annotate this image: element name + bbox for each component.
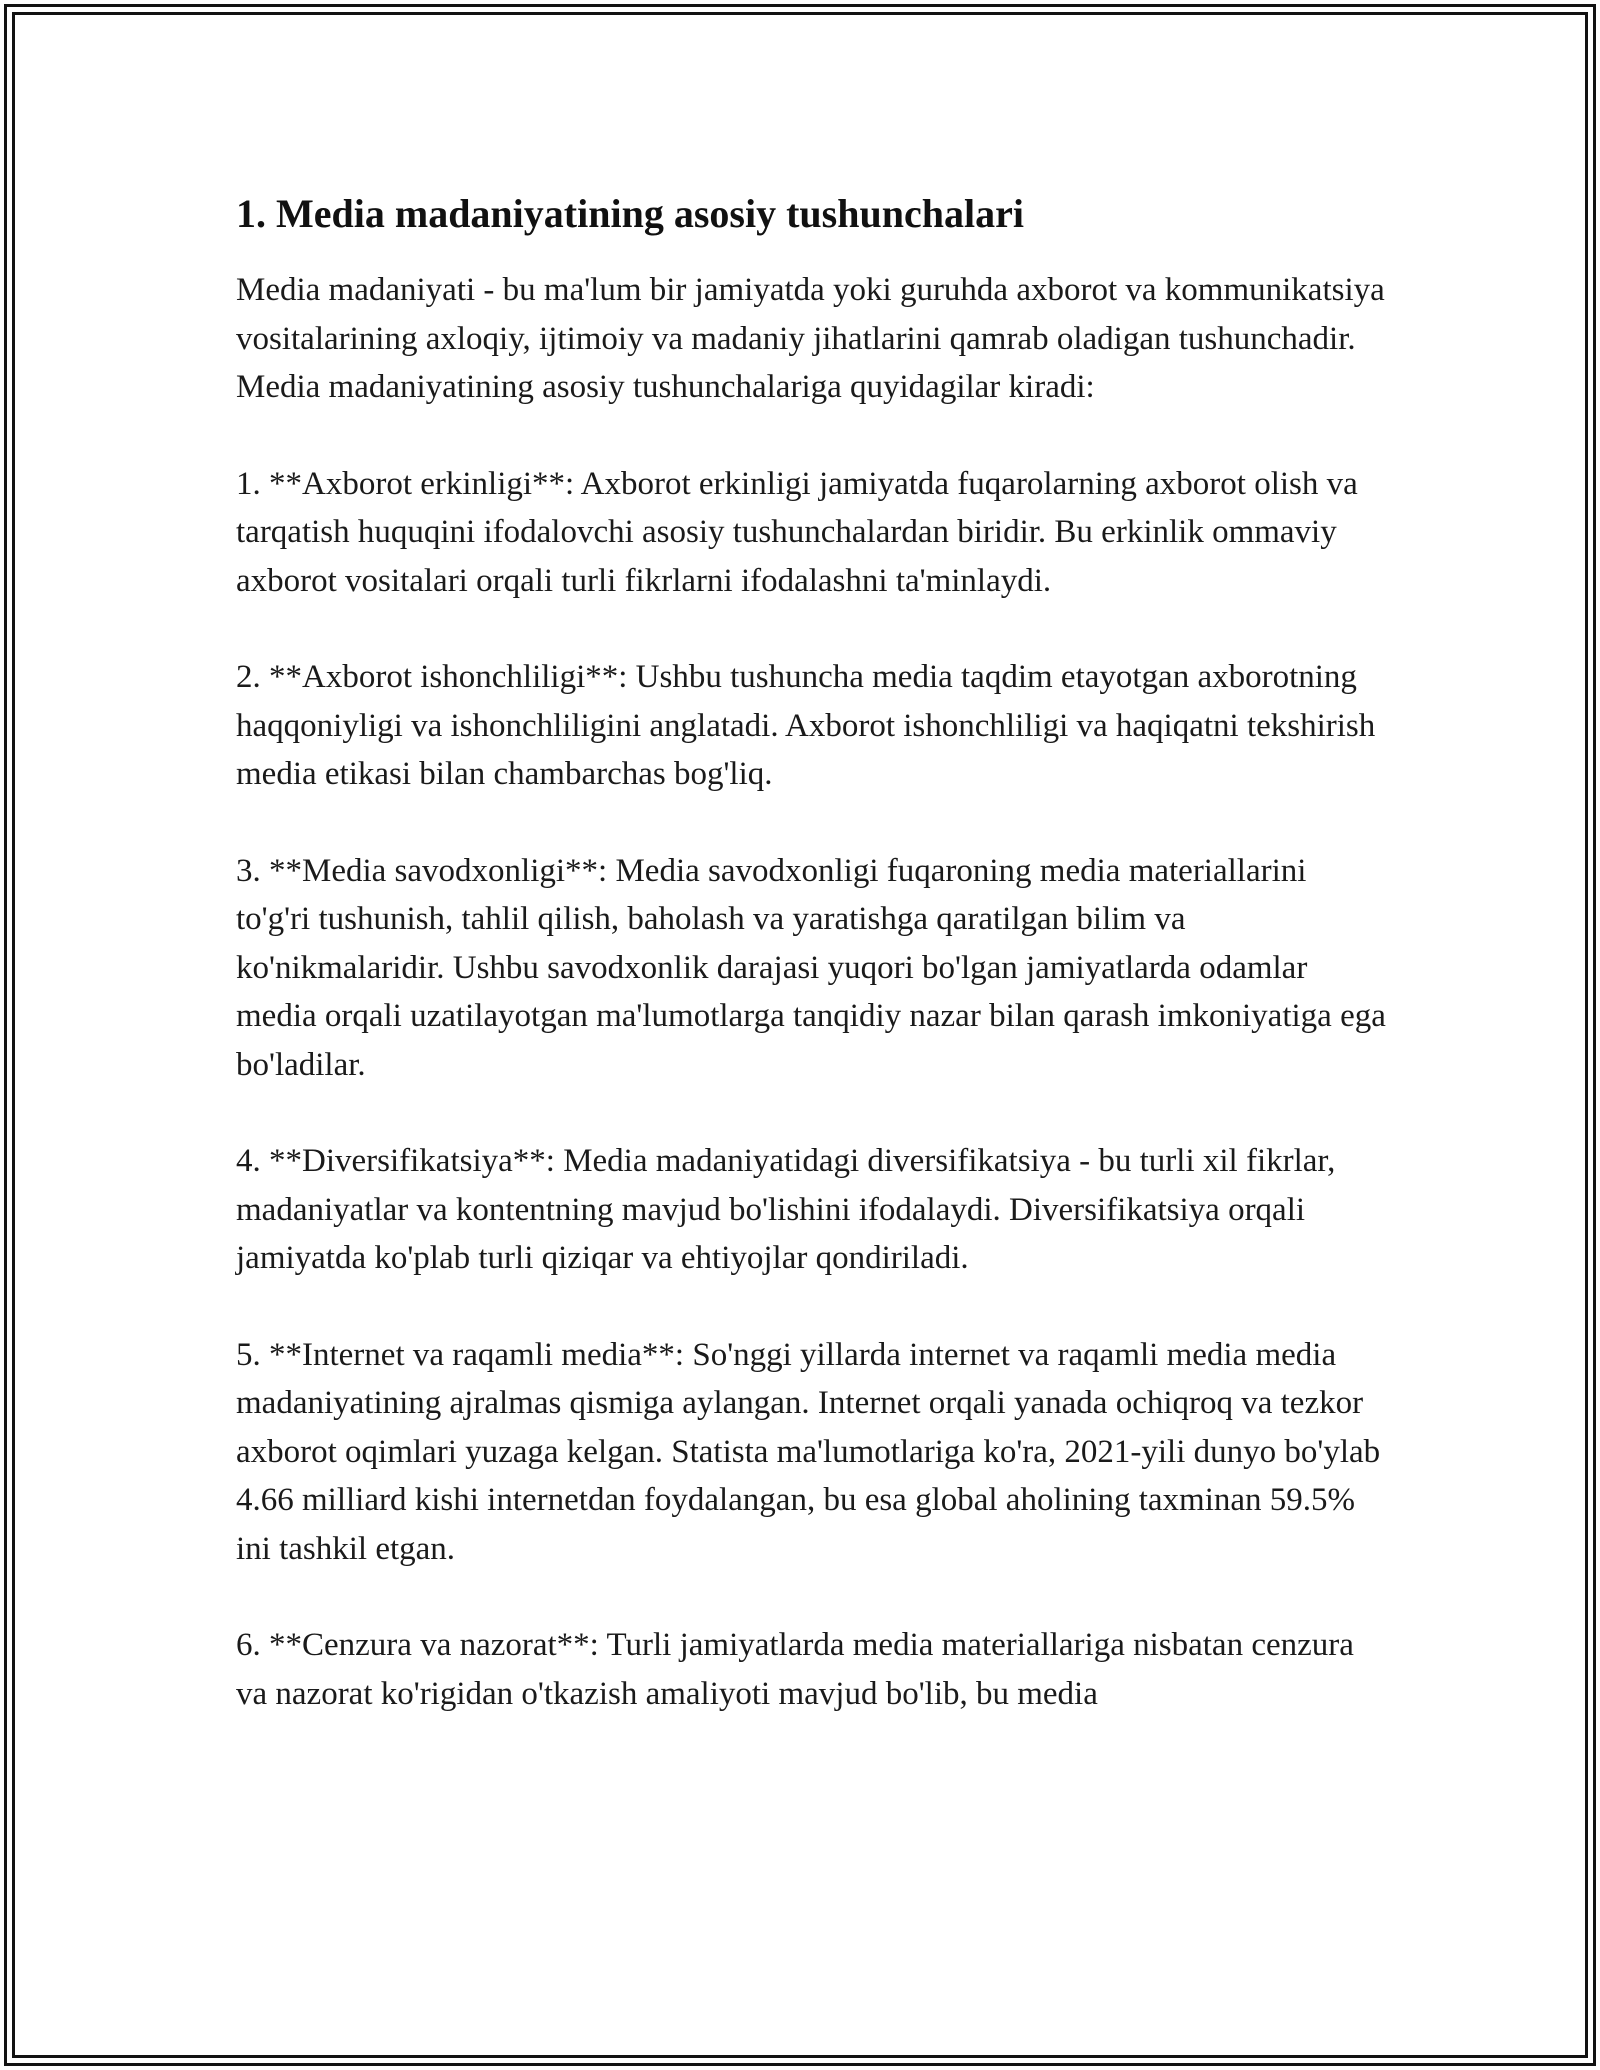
list-item-axborot-erkinligi: 1. **Axborot erkinligi**: Axborot erkinligi jamiyatda fuqarolarning axborot olish va tarqatish huquqini ifodalovchi asosiy tushunchalardan biridir. Bu erkinlik ommaviy axborot vositalari orqali turli fikrlarni ifodalashni ta'minlaydi.: [236, 465, 1358, 599]
section-heading: 1. Media madaniyatining asosiy tushunchalari: [236, 191, 1024, 236]
list-item-cenzura-nazorat: 6. **Cenzura va nazorat**: Turli jamiyatlarda media materiallariga nisbatan cenzura va nazorat ko'rigidan o'tkazish amaliyoti mavjud bo'lib, bu media: [236, 1627, 1354, 1712]
list-item-axborot-ishonchliligi: 2. **Axborot ishonchliligi**: Ushbu tushuncha media taqdim etayotgan axborotning haqqoniyligi va ishonchliligini anglatadi. Axborot ishonchliligi va haqiqatni tekshirish media etikasi bilan chambarchas bog'liq.: [236, 659, 1376, 792]
list-item-internet-raqamli-media: 5. **Internet va raqamli media**: So'nggi yillarda internet va raqamli media media madaniyatining ajralmas qismiga aylangan. Internet orqali yanada ochiqroq va tezkor axborot oqimlari yuzaga kelgan. Statista ma'lumotlariga ko'ra, 2021-yili dunyo bo'ylab 4.66 milliard kishi internetdan foydalangan, bu esa global aholining taxminan 59.5% ini tashkil etgan.: [236, 1336, 1381, 1567]
list-item-diversifikatsiya: 4. **Diversifikatsiya**: Media madaniyatidagi diversifikatsiya - bu turli xil fikrlar, madaniyatlar va kontentning mavjud bo'lishini ifodalaydi. Diversifikatsiya orqali jamiyatda ko'plab turli qiziqar va ehtiyojlar qondiriladi.: [236, 1143, 1336, 1276]
intro-paragraph: Media madaniyati - bu ma'lum bir jamiyatda yoki guruhda axborot va kommunikatsiya vositalarining axloqiy, ijtimoiy va madaniy jihatlarini qamrab oladigan tushunchadir. Media madaniyatining asosiy tushunchalariga quyidagilar kiradi:: [236, 272, 1385, 405]
list-item-media-savodxonligi: 3. **Media savodxonligi**: Media savodxonligi fuqaroning media materiallarini to'g'ri tushunish, tahlil qilish, baholash va yaratishga qaratilgan bilim va ko'nikmalaridir. Ushbu savodxonlik darajasi yuqori bo'lgan jamiyatlarda odamlar media orqali uzatilayotgan ma'lumotlarga tanqidiy nazar bilan qarash imkoniyatiga ega bo'ladilar.: [236, 852, 1386, 1083]
document-body: [236, 188, 1386, 1766]
